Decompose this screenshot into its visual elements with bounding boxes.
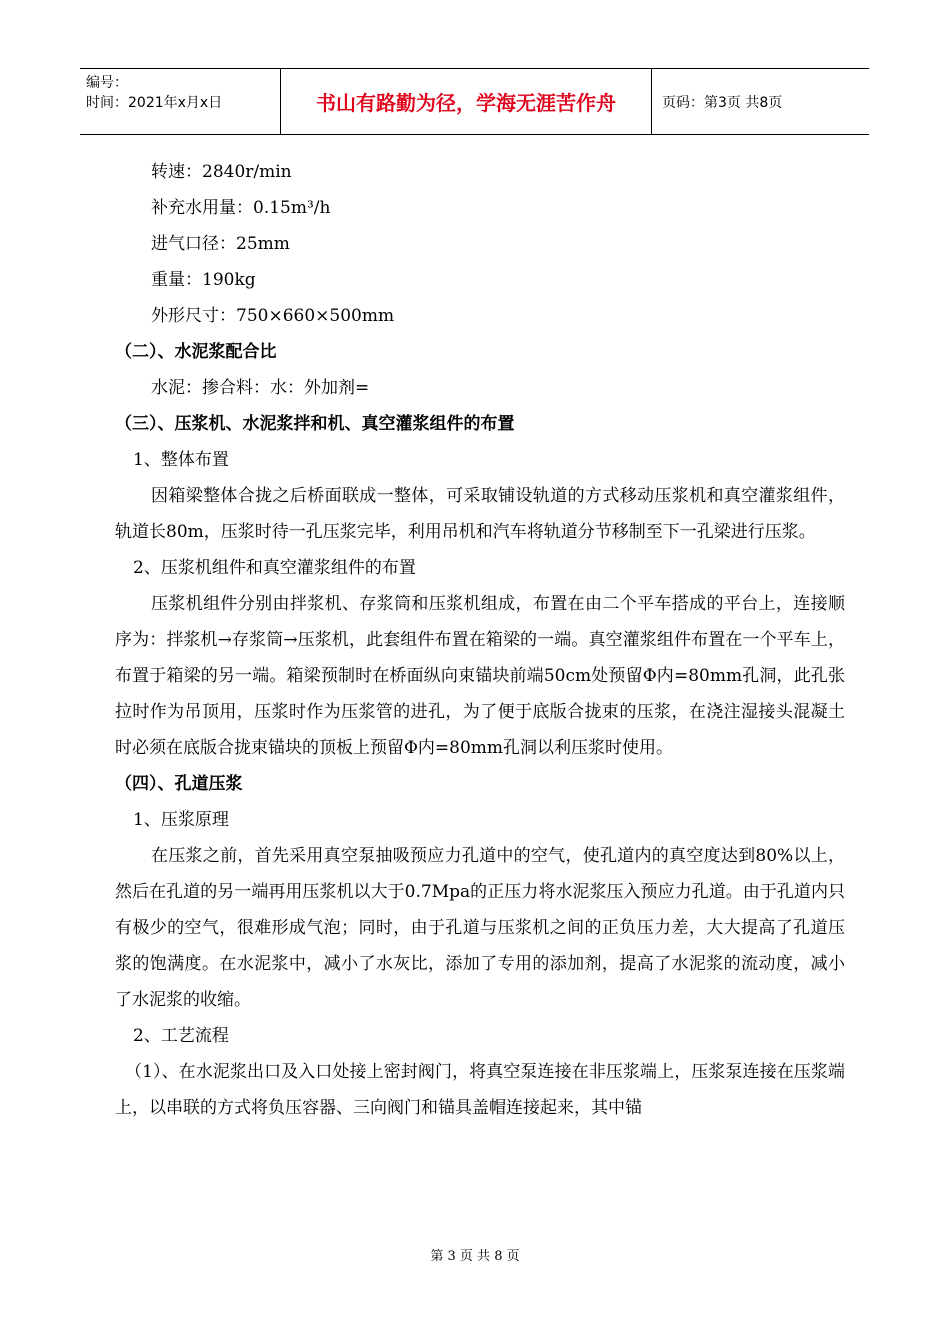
page-footer: 第 3 页 共 8 页	[430, 1249, 520, 1264]
paragraph-process-flow: （1）、在水泥浆出口及入口处接上密封阀门，将真空泵连接在非压浆端上，压浆泵连接在压浆端上，以串联的方式将负压容器、三向阀门和锚具盖帽连接起来，其中锚	[115, 1062, 845, 1118]
paragraph-overall-layout: 因箱梁整体合拢之后桥面联成一整体，可采取铺设轨道的方式移动压浆机和真空灌浆组件，轨道长80m，压浆时待一孔压浆完毕，利用吊机和汽车将轨道分节移制至下一孔梁进行压浆。	[115, 486, 845, 542]
spec-size: 外形尺寸：750×660×500mm	[151, 306, 395, 326]
header-motto: 书山有路勤为径，学海无涯苦作舟	[281, 69, 652, 134]
spec-inlet: 进气口径：25mm	[151, 234, 290, 254]
date-label: 时间：2021年x月x日	[86, 95, 223, 111]
subheading-process-flow: 2、工艺流程	[133, 1026, 229, 1046]
section-heading-3: （三）、压浆机、水泥浆拌和机、真空灌浆组件的布置	[115, 414, 515, 434]
spec-weight: 重量：190kg	[151, 270, 256, 290]
subheading-component-layout: 2、压浆机组件和真空灌浆组件的布置	[133, 558, 416, 578]
mix-ratio: 水泥：掺合料：水：外加剂=	[151, 378, 370, 398]
paragraph-grouting-principle: 在压浆之前，首先采用真空泵抽吸预应力孔道中的空气，使孔道内的真空度达到80%以上，然后在孔道的另一端再用压浆机以大于0.7Mpa的正压力将水泥浆压入预应力孔道。由于孔道内只有极少的空气，很难形成气泡；同时，由于孔道与压浆机之间的正负压力差，大大提高了孔道压浆的饱满度。在水泥浆中，减小了水灰比，添加了专用的添加剂，提高了水泥浆的流动度，减小了水泥浆的收缩。	[115, 846, 845, 1010]
paragraph-component-layout: 压浆机组件分别由拌浆机、存浆筒和压浆机组成，布置在由二个平车搭成的平台上，连接顺序为：拌浆机→存浆筒→压浆机，此套组件布置在箱梁的一端。真空灌浆组件布置在一个平车上，布置于箱梁的另一端。箱梁预制时在桥面纵向束锚块前端50cm处预留Φ内=80mm孔洞，此孔张拉时作为吊顶用，压浆时作为压浆管的进孔，为了便于底版合拢束的压浆，在浇注湿接头混凝土时必须在底版合拢束锚块的顶板上预留Φ内=80mm孔洞以利压浆时使用。	[115, 594, 845, 758]
header-meta	[80, 69, 281, 134]
section-heading-4: （四）、孔道压浆	[115, 774, 243, 794]
spec-speed: 转速：2840r/min	[151, 162, 292, 182]
page-header	[80, 68, 869, 135]
subheading-overall-layout: 1、整体布置	[133, 450, 229, 470]
serial-label: 编号：	[86, 75, 128, 91]
header-page-label: 页码：第3页 共8页	[662, 94, 783, 111]
section-heading-2: （二）、水泥浆配合比	[115, 342, 277, 362]
spec-water: 补充水用量：0.15m³/h	[151, 198, 331, 218]
document-body	[115, 154, 845, 1126]
subheading-grouting-principle: 1、压浆原理	[133, 810, 229, 830]
